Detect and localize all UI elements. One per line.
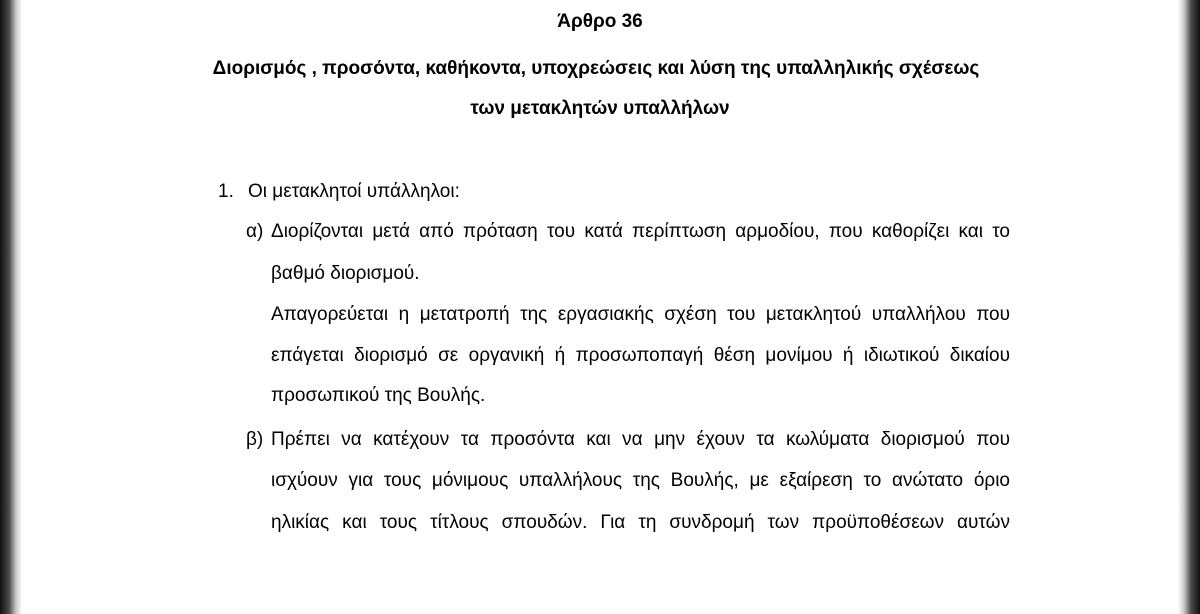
item-a-line-3: Απαγορεύεται η μετατροπή της εργασιακής σχέση του μετακλητού υπαλλήλου που [271,304,1010,325]
item-a-marker: α) [246,221,264,242]
section-1-number: 1. [218,181,234,202]
item-b-line-1: Πρέπει να κατέχουν τα προσόντα και να μην έχουν τα κωλύματα διορισμού που [271,429,1010,450]
item-b-line-2: ισχύουν για τους μόνιμους υπαλλήλους της Βουλής, με εξαίρεση το ανώτατο όριο [271,470,1010,491]
item-a-line-4: επάγεται διορισμό σε οργανική ή προσωποπαγή θέση μονίμου ή ιδιωτικού δικαίου [271,345,1010,366]
section-1-intro: Οι μετακλητοί υπάλληλοι: [248,181,460,202]
item-b-marker: β) [246,429,264,450]
article-title: Άρθρο 36 [557,11,643,32]
page-right-edge-shadow [1178,0,1200,614]
item-a-line-2: βαθμό διορισμού. [271,263,420,284]
item-a-line-5: προσωπικού της Βουλής. [271,385,486,406]
article-subtitle-line-1: Διορισμός , προσόντα, καθήκοντα, υποχρεώσεις και λύση της υπαλληλικής σχέσεως [212,58,980,79]
article-subtitle-line-2: των μετακλητών υπαλλήλων [470,98,730,119]
item-b-line-3: ηλικίας και τους τίτλους σπουδών. Για τη συνδρομή των προϋποθέσεων αυτών [271,512,1010,533]
page-left-edge-shadow [0,0,22,614]
item-a-line-1: Διορίζονται μετά από πρόταση του κατά περίπτωση αρμοδίου, που καθορίζει και το [271,221,1010,242]
